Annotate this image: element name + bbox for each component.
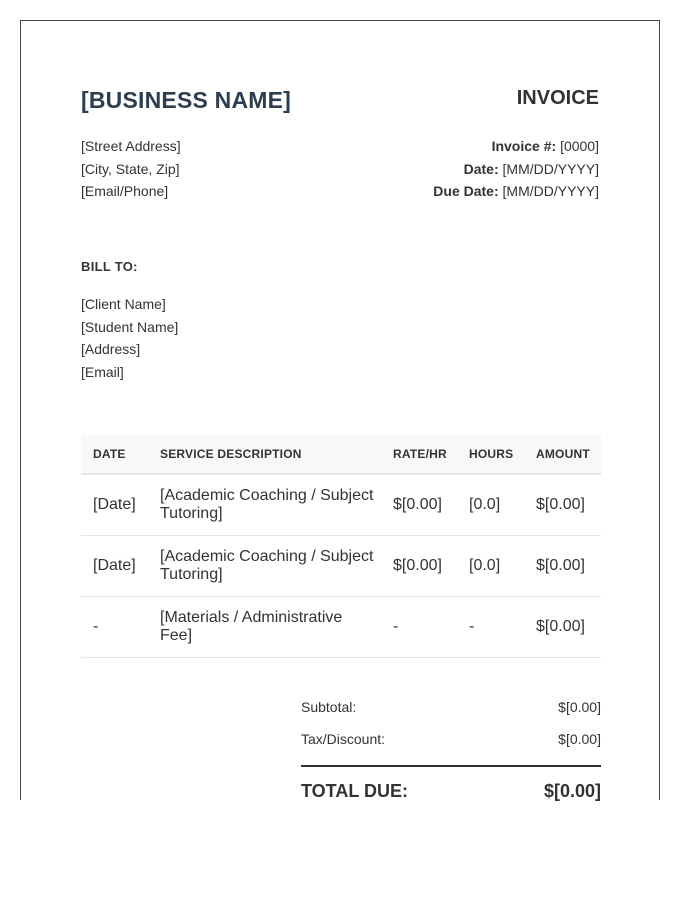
header-service-description: SERVICE DESCRIPTION bbox=[148, 435, 381, 474]
line-items-table bbox=[81, 435, 601, 658]
sender-address bbox=[81, 135, 181, 203]
client-email: [Email] bbox=[81, 363, 124, 380]
header-date: DATE bbox=[81, 435, 148, 474]
invoice-number-value: [0000] bbox=[560, 138, 599, 154]
table-header-row bbox=[81, 435, 601, 474]
sender-contact: [Email/Phone] bbox=[81, 183, 169, 199]
invoice-date bbox=[433, 158, 599, 181]
cell-rate: $[0.00] bbox=[381, 474, 457, 536]
invoice-meta bbox=[433, 135, 599, 203]
cell-description: [Academic Coaching / Subject Tutoring] bbox=[148, 474, 381, 536]
business-name: [BUSINESS NAME] bbox=[81, 87, 292, 113]
total-due-value: $[0.00] bbox=[543, 780, 601, 801]
invoice-number-label: Invoice #: bbox=[491, 138, 557, 154]
header-rate: RATE/HR bbox=[381, 435, 457, 474]
cell-description: [Academic Coaching / Subject Tutoring] bbox=[148, 536, 381, 597]
invoice-page bbox=[20, 20, 660, 800]
cell-rate: - bbox=[381, 597, 457, 658]
cell-description: [Materials / Administrative Fee] bbox=[148, 597, 381, 658]
bill-to-heading: BILL TO: bbox=[81, 259, 138, 274]
invoice-date-label: Date: bbox=[463, 160, 499, 177]
tax-discount-row bbox=[301, 723, 601, 755]
invoice-number bbox=[433, 135, 599, 158]
student-name: [Student Name] bbox=[81, 318, 179, 335]
subtotal-value: $[0.00] bbox=[558, 699, 601, 715]
subtotal-label: Subtotal: bbox=[301, 699, 357, 715]
cell-date: [Date] bbox=[81, 536, 148, 597]
sender-city: [City, State, Zip] bbox=[81, 160, 180, 177]
client-address: [Address] bbox=[81, 341, 141, 357]
invoice-due-date bbox=[433, 180, 599, 203]
cell-date: [Date] bbox=[81, 474, 148, 536]
invoice-date-value: [MM/DD/YYYY] bbox=[502, 160, 599, 177]
cell-date: - bbox=[81, 597, 148, 658]
tax-discount-value: $[0.00] bbox=[558, 731, 601, 747]
bill-to-details bbox=[81, 293, 178, 383]
cell-rate: $[0.00] bbox=[381, 536, 457, 597]
cell-amount: $[0.00] bbox=[524, 474, 601, 536]
invoice-title: INVOICE bbox=[516, 87, 599, 109]
cell-hours: [0.0] bbox=[457, 474, 524, 536]
table-row bbox=[81, 597, 601, 658]
total-due-row bbox=[301, 767, 601, 815]
cell-hours: - bbox=[457, 597, 524, 658]
totals-section bbox=[301, 691, 601, 815]
tax-discount-label: Tax/Discount: bbox=[301, 731, 386, 747]
cell-amount: $[0.00] bbox=[524, 597, 601, 658]
header-hours: HOURS bbox=[457, 435, 524, 474]
header-amount: AMOUNT bbox=[524, 435, 601, 474]
invoice-due-value: [MM/DD/YYYY] bbox=[502, 183, 599, 199]
total-due-label: TOTAL DUE: bbox=[301, 780, 408, 801]
cell-amount: $[0.00] bbox=[524, 536, 601, 597]
invoice-due-label: Due Date: bbox=[433, 183, 499, 199]
table-row bbox=[81, 474, 601, 536]
cell-hours: [0.0] bbox=[457, 536, 524, 597]
client-name: [Client Name] bbox=[81, 296, 166, 312]
sender-street: [Street Address] bbox=[81, 138, 181, 154]
subtotal-row bbox=[301, 691, 601, 723]
table-row bbox=[81, 536, 601, 597]
